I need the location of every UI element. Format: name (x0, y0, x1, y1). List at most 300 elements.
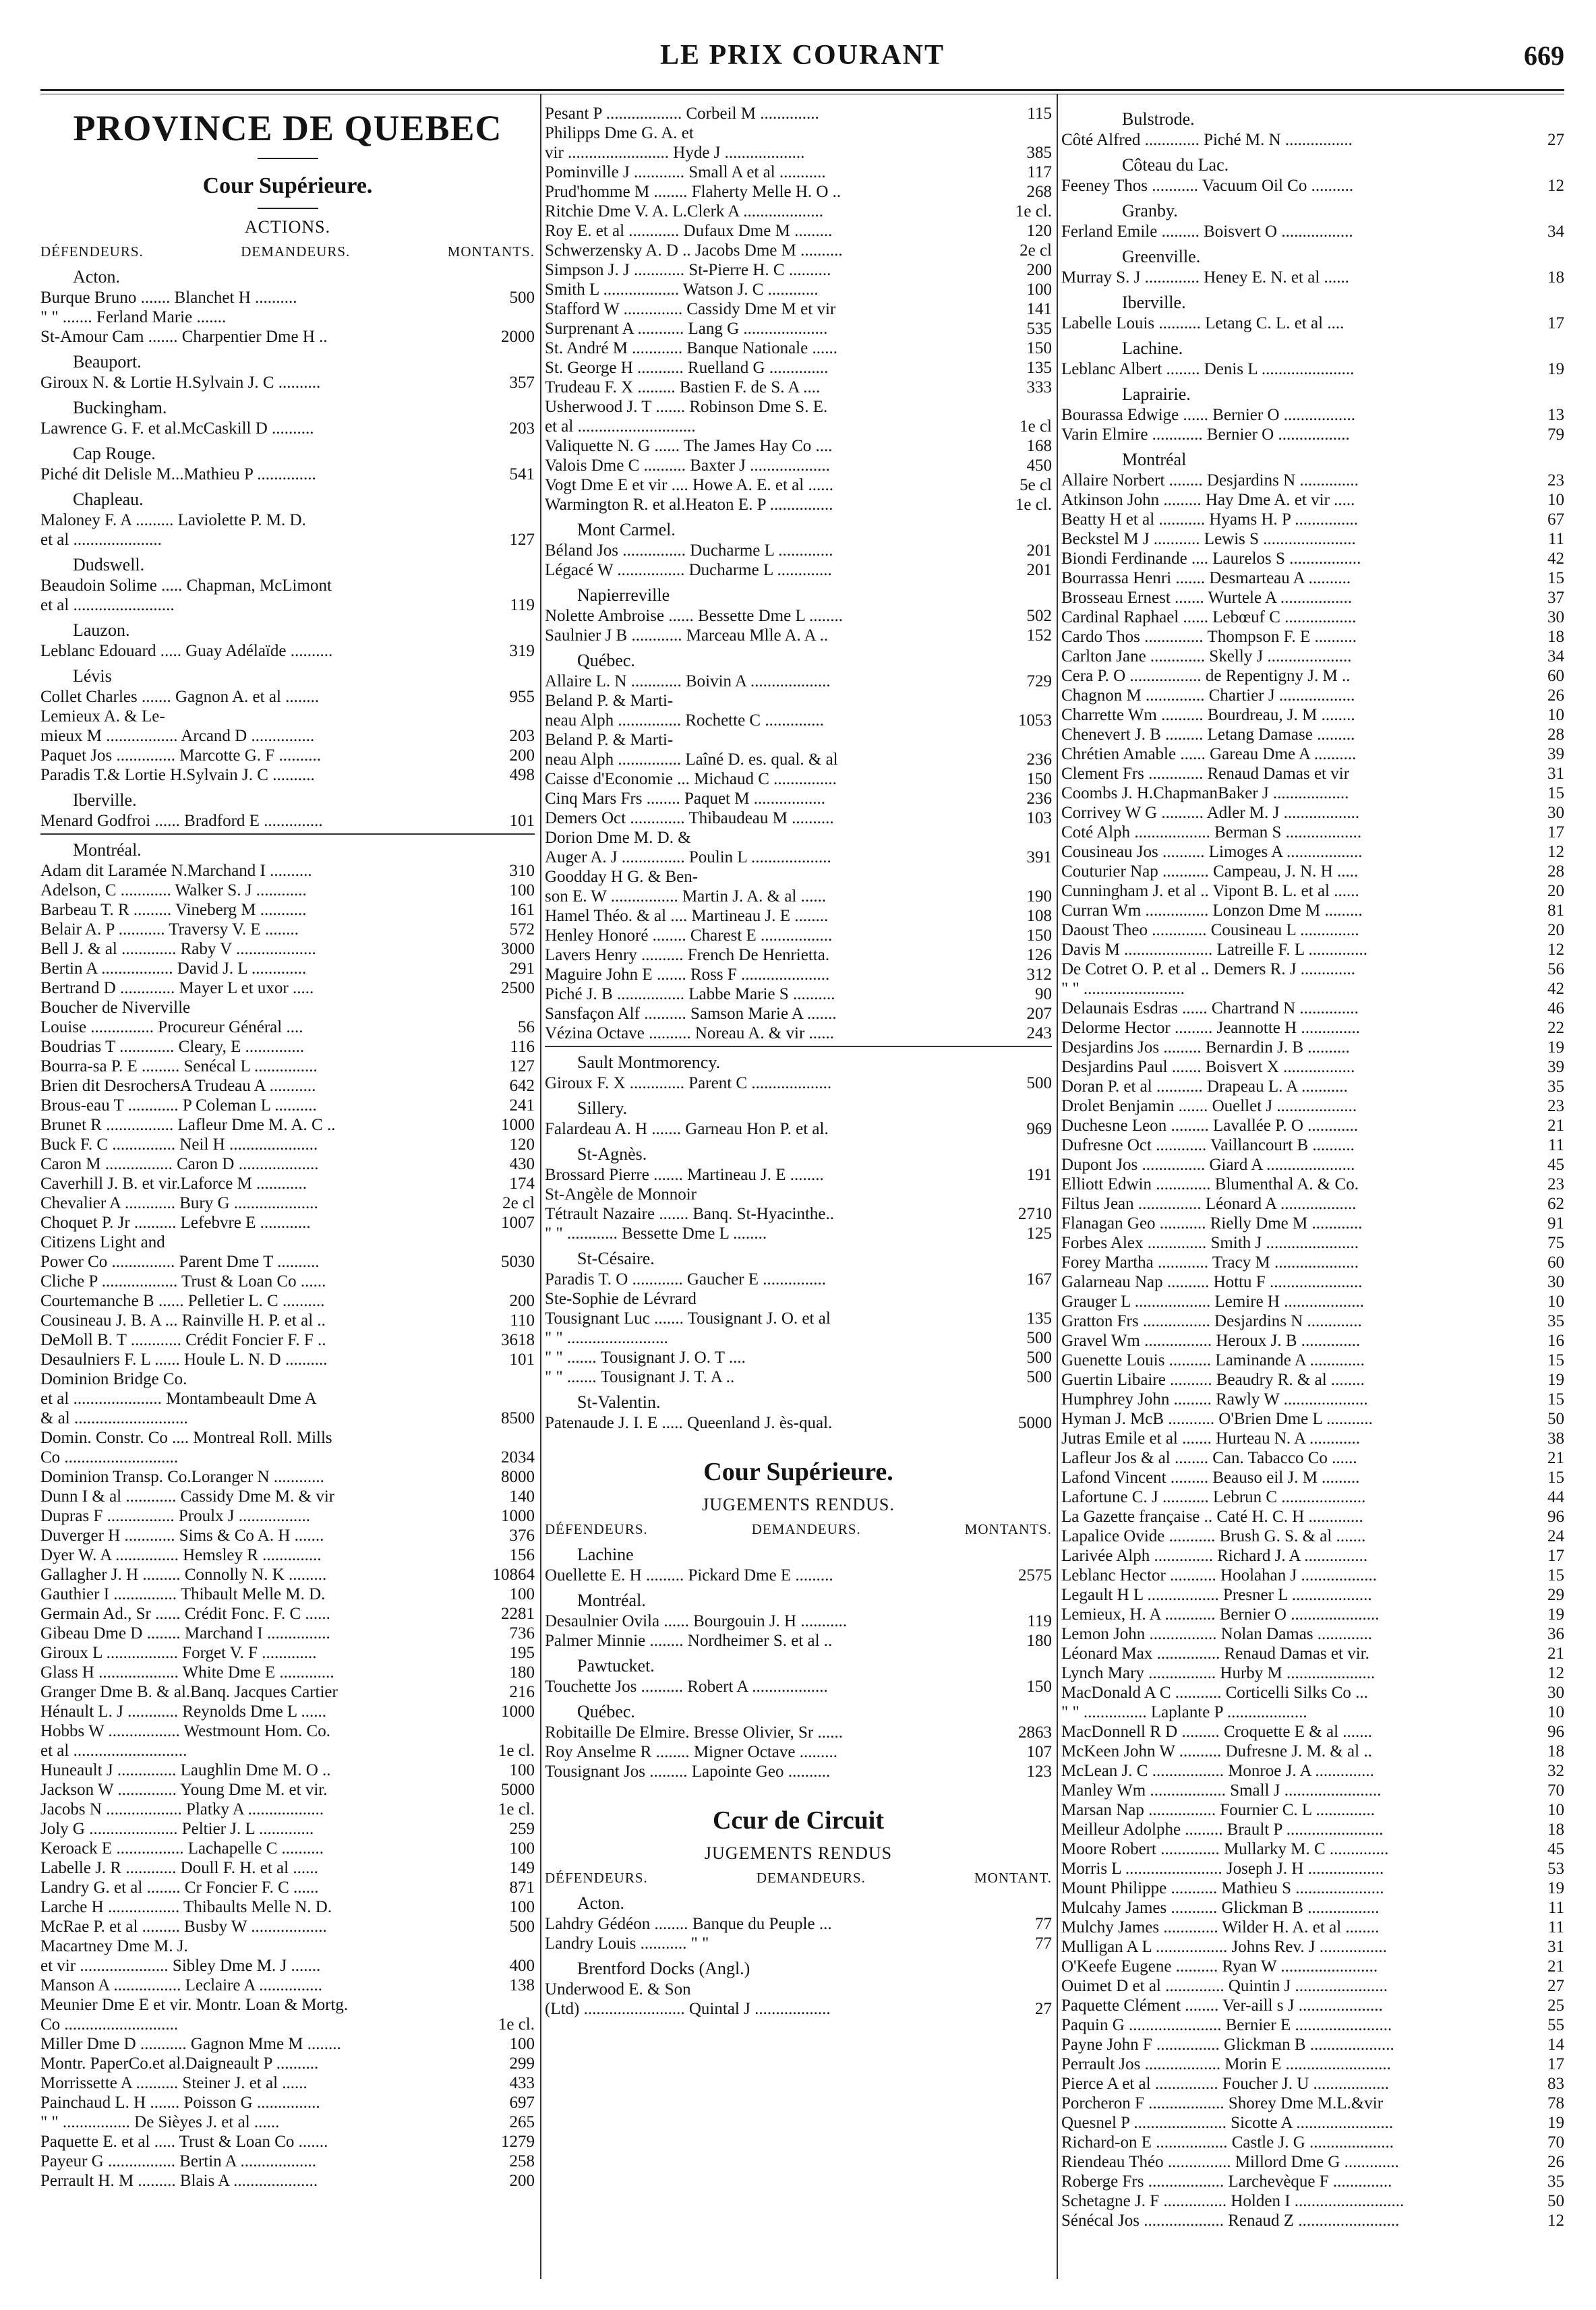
case-row (545, 1413, 1052, 1433)
parties-text: Montr. PaperCo.et al.Daigneault P .......... (40, 2054, 319, 2073)
case-row (1061, 176, 1564, 196)
case-row (545, 730, 1052, 750)
amount: 150 (1026, 339, 1052, 357)
defendeurs-header: DÉFENDEURS. (40, 243, 144, 260)
amount: 12 (1547, 177, 1564, 195)
case-row (1061, 490, 1564, 510)
case-row (1061, 588, 1564, 608)
amount: 100 (509, 1761, 535, 1779)
case-row (40, 1858, 535, 1878)
parties-text: Hénault L. J ............ Reynolds Dme L ...... (40, 1702, 327, 1721)
amount: 11 (1547, 1136, 1564, 1154)
amount: 45 (1547, 1156, 1564, 1174)
column-3 (1061, 104, 1564, 2279)
parties-text: Joly G ..................... Peltier J. L ............. (40, 1820, 314, 1838)
case-row (545, 711, 1052, 730)
parties-text: Touchette Jos .......... Robert A .................. (545, 1678, 828, 1696)
amount: 78 (1547, 2094, 1564, 2112)
amount: 729 (1026, 672, 1052, 690)
amount: 42 (1547, 550, 1564, 568)
parties-text: Varin Elmire ............ Bernier O ................. (1061, 425, 1350, 444)
case-row (40, 1467, 535, 1487)
parties-text: De Cotret O. P. et al .. Demers R. J ............. (1061, 960, 1356, 978)
case-row (40, 2171, 535, 2191)
parties-text: Manson A ................ Leclaire A ............... (40, 1976, 323, 1994)
case-row (545, 241, 1052, 260)
judgments-label: JUGEMENTS RENDUS. (702, 1495, 895, 1514)
case-row (545, 456, 1052, 475)
amount: 450 (1026, 456, 1052, 475)
case-row (1061, 1038, 1564, 1057)
amount: 19 (1547, 1371, 1564, 1389)
parties-text: Lemieux A. & Le- (40, 707, 165, 725)
column-2 (545, 104, 1052, 2279)
case-row (545, 541, 1052, 560)
amount: 2034 (501, 1448, 535, 1467)
amount: 119 (510, 596, 535, 614)
parties-text: Landry Louis ........... " " (545, 1934, 709, 1953)
case-row (40, 1057, 535, 1076)
case-row (1061, 744, 1564, 764)
parties-text: Atkinson John ......... Hay Dme A. et vir ..... (1061, 491, 1355, 509)
amount: 500 (1026, 1074, 1052, 1092)
amount: 28 (1547, 862, 1564, 881)
location-heading: Brentford Docks (Angl.) (577, 1959, 750, 1978)
parties-text: Hyman J. McB ........... O'Brien Dme L ........... (1061, 1410, 1373, 1428)
case-row (545, 626, 1052, 645)
amount: 2500 (501, 979, 535, 997)
parties-text: Cousineau J. B. A ... Rainville H. P. et al .. (40, 1311, 326, 1330)
amount: 119 (1027, 1612, 1052, 1630)
case-row (545, 945, 1052, 965)
case-row (1061, 1761, 1564, 1781)
amount: 55 (1547, 2016, 1564, 2034)
amount: 24 (1547, 1527, 1564, 1545)
amount: 265 (509, 2113, 535, 2131)
amount: 299 (509, 2054, 535, 2073)
case-row (40, 2093, 535, 2112)
parties-text: Mulcahy James ........... Glickman B ................. (1061, 1899, 1380, 1917)
parties-text: Falardeau A. H ....... Garneau Hon P. et al. (545, 1120, 829, 1138)
parties-text: et vir ..................... Sibley Dme M. J ....... (40, 1957, 321, 1975)
amount: 500 (1026, 1368, 1052, 1386)
amount: 969 (1026, 1120, 1052, 1138)
parties-text: Côté Alfred ............. Piché M. N ................ (1061, 131, 1353, 149)
parties-text: Gallagher J. H ......... Connolly N. K ......... (40, 1566, 327, 1584)
parties-text: " " ....... Tousignant J. O. T .... (545, 1349, 746, 1367)
amount: 21 (1547, 1449, 1564, 1467)
parties-text: Roberge Frs .................. Larchevèque F .............. (1061, 2172, 1392, 2191)
case-row (545, 1204, 1052, 1224)
parties-text: mieux M ................. Arcand D ............... (40, 727, 315, 745)
case-row (1061, 1507, 1564, 1527)
case-row (1061, 1468, 1564, 1487)
amount: 26 (1547, 2153, 1564, 2171)
case-row (1061, 1781, 1564, 1800)
parties-text: Barbeau T. R ......... Vineberg M ........... (40, 901, 307, 919)
parties-text: Ritchie Dme V. A. L.Clerk A ................... (545, 202, 823, 220)
parties-text: Beatty H et al ........... Hyams H. P ............... (1061, 510, 1359, 529)
case-row (40, 1741, 535, 1760)
actions-label: ACTIONS. (244, 217, 331, 237)
parties-text: Murray S. J ............. Heney E. N. et al ...... (1061, 268, 1350, 287)
case-row (40, 1956, 535, 1976)
parties-text: Tousignant Luc ....... Tousignant J. O. et al (545, 1309, 831, 1328)
case-row (545, 965, 1052, 984)
case-row (1061, 959, 1564, 979)
case-row (1061, 1722, 1564, 1742)
amount: 19 (1547, 1605, 1564, 1624)
case-row (40, 1154, 535, 1174)
amount: 30 (1547, 804, 1564, 822)
parties-text: Desjardins Jos ......... Bernardin J. B .......... (1061, 1038, 1350, 1057)
parties-text: Larche H ................. Thibaults Melle N. D. (40, 1898, 332, 1916)
amount: 191 (1026, 1166, 1052, 1184)
location-heading: St-Agnès. (577, 1144, 647, 1164)
parties-text: Lavers Henry .......... French De Henrietta. (545, 946, 830, 964)
parties-text: Prud'homme M ........ Flaherty Melle H. O .. (545, 183, 841, 201)
case-row (40, 1917, 535, 1936)
amount: 200 (509, 2172, 535, 2190)
amount: 736 (509, 1624, 535, 1642)
case-row (545, 1367, 1052, 1387)
parties-text: Mount Philippe ........... Mathieu S ..................... (1061, 1879, 1384, 1897)
location-heading: Sillery. (577, 1098, 628, 1118)
parties-text: Choquet P. Jr .......... Lefebvre E ............ (40, 1214, 311, 1232)
case-row (1061, 1624, 1564, 1644)
amount: 1007 (501, 1214, 535, 1232)
amount: 138 (509, 1976, 535, 1994)
amount: 1e cl. (498, 1742, 535, 1760)
case-row (545, 906, 1052, 926)
case-row (40, 2054, 535, 2073)
case-row (1061, 1546, 1564, 1566)
case-row (40, 1135, 535, 1154)
parties-text: Brossard Pierre ....... Martineau J. E ........ (545, 1166, 824, 1184)
case-row (40, 1291, 535, 1311)
parties-text: Leblanc Albert ........ Denis L ...................... (1061, 360, 1355, 378)
case-row (40, 1976, 535, 1995)
parties-text: Miller Dme D ........... Gagnon Mme M ........ (40, 2035, 341, 2053)
parties-text: La Gazette française .. Caté H. C. H ............. (1061, 1508, 1363, 1526)
case-row (40, 1936, 535, 1956)
parties-text: Perrault Jos .................. Morin E ......................... (1061, 2055, 1391, 2073)
amount: 77 (1035, 1915, 1052, 1933)
parties-text: Beland P. & Marti- (545, 731, 674, 749)
amount: 31 (1547, 1938, 1564, 1956)
case-row (40, 1428, 535, 1448)
case-row (40, 707, 535, 726)
amount: 10 (1547, 1801, 1564, 1819)
case-row (40, 419, 535, 438)
location-heading: Bulstrode. (1122, 109, 1195, 129)
amount: 174 (509, 1175, 535, 1193)
parties-text: Gravel Wm ................ Heroux J. B .............. (1061, 1332, 1361, 1350)
parties-text: Auger A. J ............... Poulin L ................... (545, 848, 831, 866)
case-row (40, 1017, 535, 1037)
section-rule (40, 833, 535, 835)
case-row (1061, 725, 1564, 744)
parties-text: Leblanc Hector ........... Hoolahan J .................. (1061, 1566, 1377, 1585)
amount: 70 (1547, 1781, 1564, 1800)
amount: 10864 (492, 1566, 535, 1584)
amount: 195 (509, 1644, 535, 1662)
parties-text: Léonard Max ............... Renaud Damas et vir. (1061, 1645, 1369, 1663)
parties-text: Labelle Louis .......... Letang C. L. et al .... (1061, 314, 1344, 332)
amount: 96 (1547, 1723, 1564, 1741)
parties-text: Paquette Clément ........ Ver-aill s J .................... (1061, 1996, 1383, 2015)
amount: 27 (1035, 2000, 1052, 2018)
parties-text: Cliche P .................. Trust & Loan Co ...... (40, 1272, 326, 1291)
case-row (40, 1721, 535, 1741)
case-row (545, 1631, 1052, 1651)
amount: 216 (509, 1683, 535, 1701)
location-heading: Chapleau. (73, 490, 144, 509)
parties-text: & al ........................... (40, 1409, 188, 1427)
case-row (1061, 920, 1564, 940)
case-row (40, 1760, 535, 1780)
amount: 201 (1026, 561, 1052, 579)
amount: 117 (1027, 163, 1052, 181)
amount: 12 (1547, 2212, 1564, 2230)
amount: 19 (1547, 1038, 1564, 1057)
case-row (1061, 510, 1564, 529)
parties-text: Vogt Dme E et vir .... Howe A. E. et al ...... (545, 476, 833, 494)
case-row (1061, 425, 1564, 444)
amount: 150 (1026, 1678, 1052, 1696)
parties-text: Ouellette E. H ......... Pickard Dme E ......... (545, 1566, 833, 1585)
parties-text: Bertin A ................. David J. L ............. (40, 959, 307, 978)
case-row (1061, 1233, 1564, 1253)
location-heading: Iberville. (73, 790, 137, 810)
case-row (40, 900, 535, 920)
amount: 10 (1547, 706, 1564, 724)
amount: 15 (1547, 1351, 1564, 1369)
amount: 150 (1026, 770, 1052, 788)
parties-text: Moore Robert .............. Mullarky M. C .............. (1061, 1840, 1389, 1858)
case-row (545, 1980, 1052, 1999)
case-row (1061, 1214, 1564, 1233)
case-row (40, 1311, 535, 1330)
case-row (1061, 1742, 1564, 1761)
amount: 77 (1035, 1934, 1052, 1953)
case-row (40, 465, 535, 484)
amount: 2e cl (502, 1194, 535, 1212)
case-row (1061, 1820, 1564, 1839)
case-row (40, 1330, 535, 1350)
parties-text: Jutras Emile et al ....... Hurteau N. A ............ (1061, 1429, 1360, 1448)
case-row (1061, 1292, 1564, 1311)
case-row (545, 769, 1052, 789)
parties-text: Power Co ............... Parent Dme T .......... (40, 1253, 320, 1271)
case-row (40, 1350, 535, 1369)
case-row (40, 1037, 535, 1057)
parties-text: Paquette E. et al ..... Trust & Loan Co ....... (40, 2133, 328, 2151)
parties-text: Piché dit Delisle M...Mathieu P .............. (40, 465, 316, 483)
montants-header: MONTANTS. (447, 243, 535, 260)
parties-text: Chenevert J. B ......... Letang Damase ......... (1061, 725, 1355, 744)
parties-text: Tétrault Nazaire ....... Banq. St-Hyacinthe.. (545, 1205, 835, 1223)
case-row (40, 307, 535, 327)
parties-text: DeMoll B. T ............ Crédit Foncier F. F .. (40, 1331, 326, 1349)
amount: 535 (1026, 320, 1052, 338)
case-row (1061, 568, 1564, 588)
parties-text: Marsan Nap ................ Fournier C. L .............. (1061, 1801, 1375, 1819)
amount: 83 (1547, 2075, 1564, 2093)
amount: 236 (1026, 790, 1052, 808)
amount: 90 (1035, 985, 1052, 1003)
case-row (40, 1193, 535, 1213)
parties-text: Daoust Theo ............. Cousineau L .............. (1061, 921, 1359, 939)
location-heading: Iberville. (1122, 293, 1186, 312)
amount: 10 (1547, 1293, 1564, 1311)
parties-text: Courtemanche B ...... Pelletier L. C .......... (40, 1292, 325, 1310)
case-row (1061, 1878, 1564, 1898)
parties-text: Payeur G ................ Bertin A .................. (40, 2152, 317, 2170)
parties-text: Dufresne Oct ............ Vaillancourt B .......... (1061, 1136, 1355, 1154)
case-row (545, 436, 1052, 456)
parties-text: son E. W ................ Martin J. A. & al ...... (545, 887, 827, 906)
case-row (1061, 1116, 1564, 1135)
parties-text: Lawrence G. F. et al.McCaskill D .......... (40, 419, 314, 438)
amount: 400 (509, 1957, 535, 1975)
amount: 8500 (501, 1409, 535, 1427)
amount: 385 (1026, 144, 1052, 162)
case-row (40, 1682, 535, 1702)
parties-text: Cunningham J. et al .. Vipont B. L. et al ...... (1061, 882, 1359, 900)
amount: 502 (1026, 607, 1052, 625)
amount: 268 (1026, 183, 1052, 201)
case-row (1061, 1253, 1564, 1272)
parties-text: Labelle J. R ............ Doull F. H. et al ...... (40, 1859, 318, 1877)
amount: 115 (1027, 105, 1052, 123)
case-row (1061, 1331, 1564, 1351)
amount: 81 (1547, 901, 1564, 920)
case-row (40, 1096, 535, 1115)
case-row (1061, 1605, 1564, 1624)
case-row (1061, 1370, 1564, 1390)
amount: 3000 (501, 940, 535, 958)
case-sections (545, 104, 1052, 1433)
parties-text: Robitaille De Elmire. Bresse Olivier, Sr ...... (545, 1723, 843, 1742)
case-row (1061, 608, 1564, 627)
case-row (1061, 529, 1564, 549)
amount: 161 (509, 901, 535, 919)
amount: 2000 (501, 328, 535, 346)
case-row (545, 1999, 1052, 2019)
parties-text: Bertrand D ............. Mayer L et uxor ..... (40, 979, 314, 997)
amount: 541 (509, 465, 535, 483)
location-heading: Pawtucket. (577, 1656, 655, 1676)
parties-text: Brunet R ................ Lafleur Dme M. A. C .. (40, 1116, 336, 1134)
parties-text: Gratton Frs ................ Desjardins N ............. (1061, 1312, 1362, 1330)
case-row (1061, 1663, 1564, 1683)
case-row (1061, 268, 1564, 287)
location-heading: Québec. (577, 651, 635, 670)
amount: 100 (509, 1898, 535, 1916)
amount: 22 (1547, 1019, 1564, 1037)
case-row (1061, 1566, 1564, 1585)
parties-text: McKeen John W .......... Dufresne J. M. & al .. (1061, 1742, 1372, 1760)
parties-text: Burque Bruno ....... Blanchet H .......... (40, 289, 297, 307)
case-row (40, 1604, 535, 1624)
case-row (1061, 1898, 1564, 1918)
parties-text: Demers Oct ............. Thibaudeau M .......... (545, 809, 834, 827)
case-row (1061, 783, 1564, 803)
amount: 32 (1547, 1762, 1564, 1780)
parties-text: et al ........................ (40, 596, 175, 614)
case-row (40, 1233, 535, 1252)
amount: 25 (1547, 1996, 1564, 2015)
parties-text: Germain Ad., Sr ...... Crédit Fonc. F. C ...... (40, 1605, 330, 1623)
amount: 150 (1026, 926, 1052, 945)
amount: 56 (518, 1018, 535, 1036)
parties-text: O'Keefe Eugene .......... Ryan W ....................... (1061, 1957, 1378, 1976)
case-row (1061, 2191, 1564, 2211)
amount: 2281 (501, 1605, 535, 1623)
case-row (545, 280, 1052, 299)
amount: 376 (509, 1527, 535, 1545)
amount: 5000 (1018, 1414, 1052, 1432)
parties-text: Simpson J. J ............ St-Pierre H. C .......... (545, 261, 831, 279)
parties-text: Cardinal Raphael ...... Lebœuf C ................. (1061, 608, 1357, 626)
demandeurs-header: DEMANDEURS. (241, 243, 351, 260)
amount: 23 (1547, 1175, 1564, 1193)
amount: 2710 (1018, 1205, 1052, 1223)
amount: 500 (1026, 1349, 1052, 1367)
location-heading: Napierreville (577, 585, 670, 605)
case-row (40, 1409, 535, 1428)
case-row (40, 1565, 535, 1585)
amount: 333 (1026, 378, 1052, 396)
parties-text: Lemieux, H. A ............ Bernier O ..................... (1061, 1605, 1380, 1624)
parties-text: Pesant P .................. Corbeil M .............. (545, 105, 819, 123)
amount: 39 (1547, 1058, 1564, 1076)
amount: 18 (1547, 1820, 1564, 1839)
case-row (545, 202, 1052, 221)
case-row (1061, 666, 1564, 686)
case-row (1061, 2133, 1564, 2152)
amount: 243 (1026, 1024, 1052, 1042)
case-row (1061, 1096, 1564, 1116)
parties-text: Landry G. et al ........ Cr Foncier F. C ...... (40, 1878, 319, 1897)
case-row (1061, 2054, 1564, 2074)
parties-text: Giroux N. & Lortie H.Sylvain J. C .......... (40, 374, 321, 392)
case-row (545, 495, 1052, 514)
amount: 180 (509, 1663, 535, 1682)
amount: 3618 (501, 1331, 535, 1349)
amount: 1000 (501, 1507, 535, 1525)
amount: 12 (1547, 1664, 1564, 1682)
amount: 19 (1547, 1879, 1564, 1897)
amount: 200 (509, 1292, 535, 1310)
parties-text: Giroux L ................. Forget V. F ............. (40, 1644, 317, 1662)
case-row (40, 978, 535, 998)
amount: 241 (509, 1096, 535, 1115)
case-row (545, 672, 1052, 691)
parties-text: Bourassa Edwige ...... Bernier O ................. (1061, 406, 1356, 424)
parties-text: McRae P. et al ......... Busby W .................. (40, 1918, 327, 1936)
case-row (40, 746, 535, 765)
amount: 357 (509, 374, 535, 392)
amount: 1e cl. (498, 2015, 535, 2034)
amount: 21 (1547, 1957, 1564, 1976)
parties-text: Domin. Constr. Co .... Montreal Roll. Mills (40, 1429, 332, 1447)
parties-text: Macartney Dme M. J. (40, 1937, 188, 1955)
case-row (40, 1995, 535, 2015)
parties-text: et al ..................... Montambeault Dme A (40, 1390, 317, 1408)
case-row (545, 1073, 1052, 1093)
